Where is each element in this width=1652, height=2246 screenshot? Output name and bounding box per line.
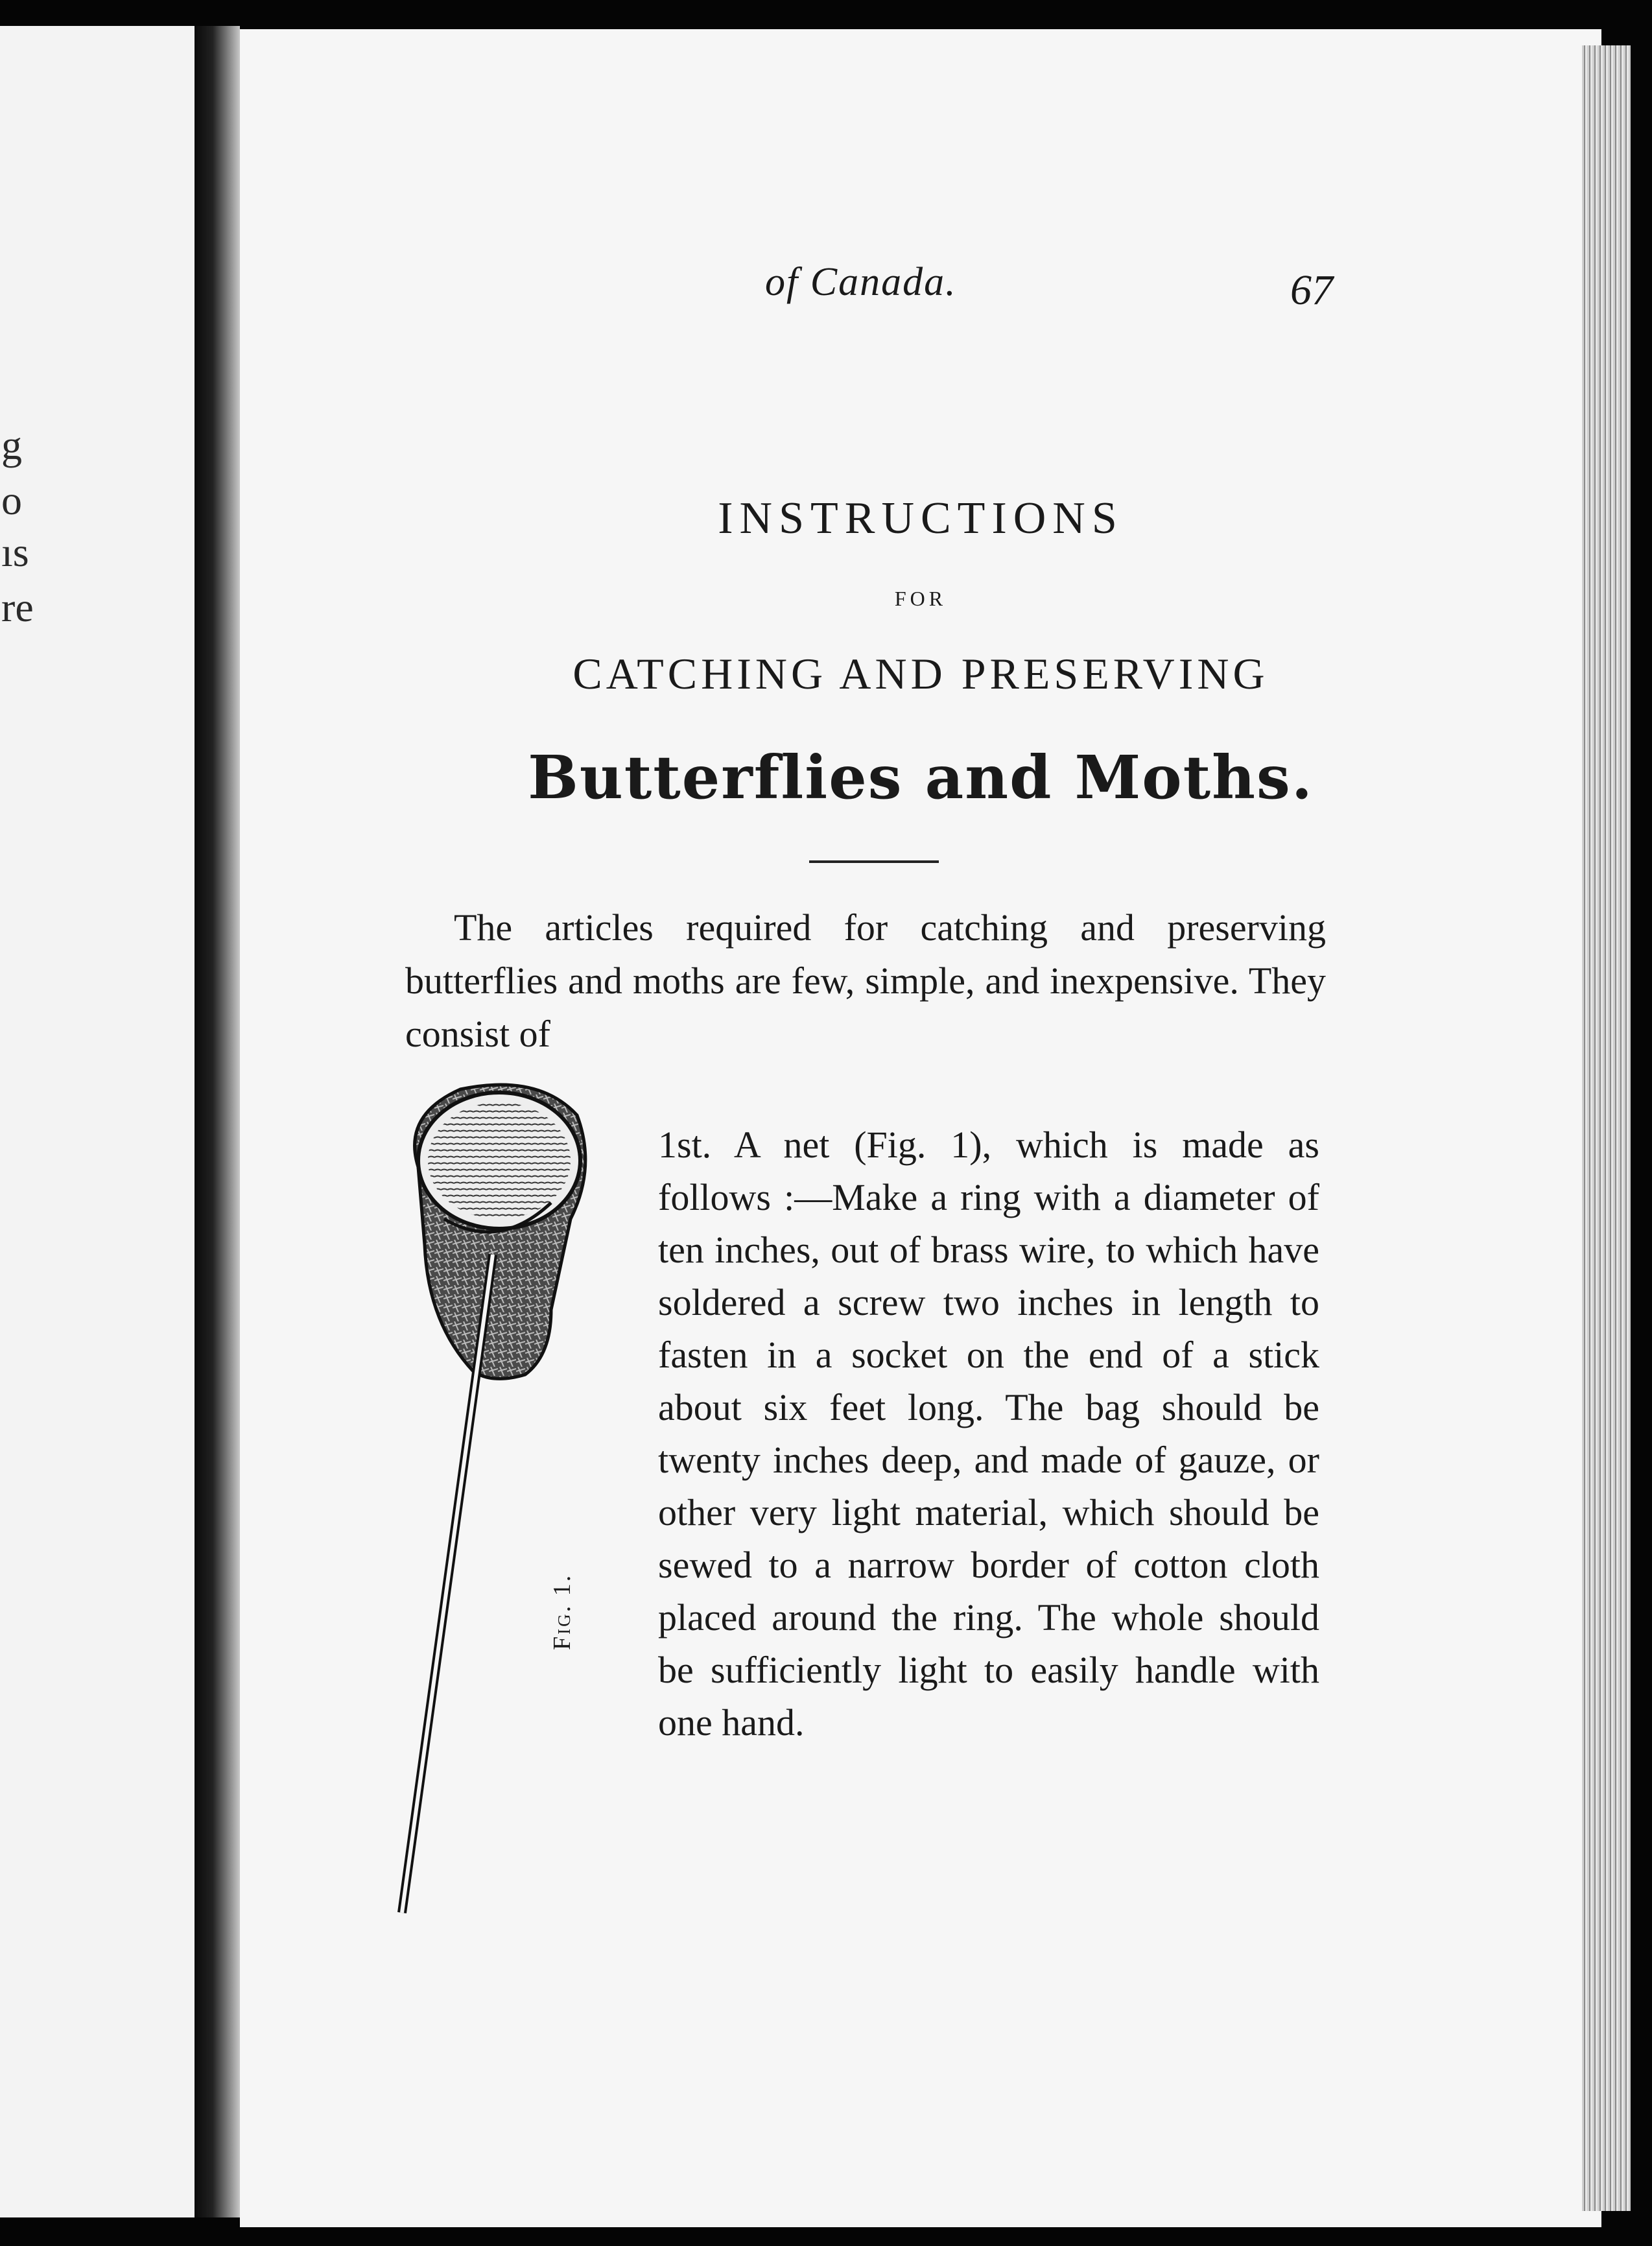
- title-rule: [809, 860, 939, 863]
- item-1-paragraph: 1st. A net (Fig. 1), which is made as follows :—Make a ring with a diameter of ten inches, out of brass wire, to which have soldered a screw two inches in length to fasten in a socket on the end of a stick about six feet long. The bag should be twenty inches deep, and made of gauze, or other very light material, which should be sewed to a narrow border of cotton cloth placed around the ring. The whole should be sufficiently light to easily handle with one hand.: [658, 1124, 1319, 1744]
- left-page-edge: [0, 26, 195, 2217]
- title-line-4: Butterflies and Moths.: [528, 742, 1314, 812]
- left-page-fragment: o: [1, 477, 22, 523]
- title-line-1: INSTRUCTIONS: [718, 493, 1124, 543]
- book-gutter: [195, 26, 240, 2217]
- scan-border-top: [0, 0, 1652, 26]
- running-head: of Canada.: [765, 260, 957, 304]
- left-page-fragment: g: [1, 422, 22, 468]
- title-line-3: CATCHING AND PRESERVING: [572, 649, 1269, 698]
- left-page-fragment: ıs: [1, 529, 29, 575]
- page-stack-edge: [1582, 45, 1631, 2211]
- left-page-fragment: re: [1, 584, 34, 630]
- intro-paragraph: The articles required for catching and preserving butterflies and moths are few, simple, and inexpensive. They consist of: [405, 906, 1326, 1055]
- page-number: 67: [1290, 266, 1333, 314]
- figure-label: Fig. 1.: [549, 1573, 576, 1650]
- butterfly-net-illustration: [389, 1076, 635, 1926]
- title-line-2: FOR: [894, 587, 947, 610]
